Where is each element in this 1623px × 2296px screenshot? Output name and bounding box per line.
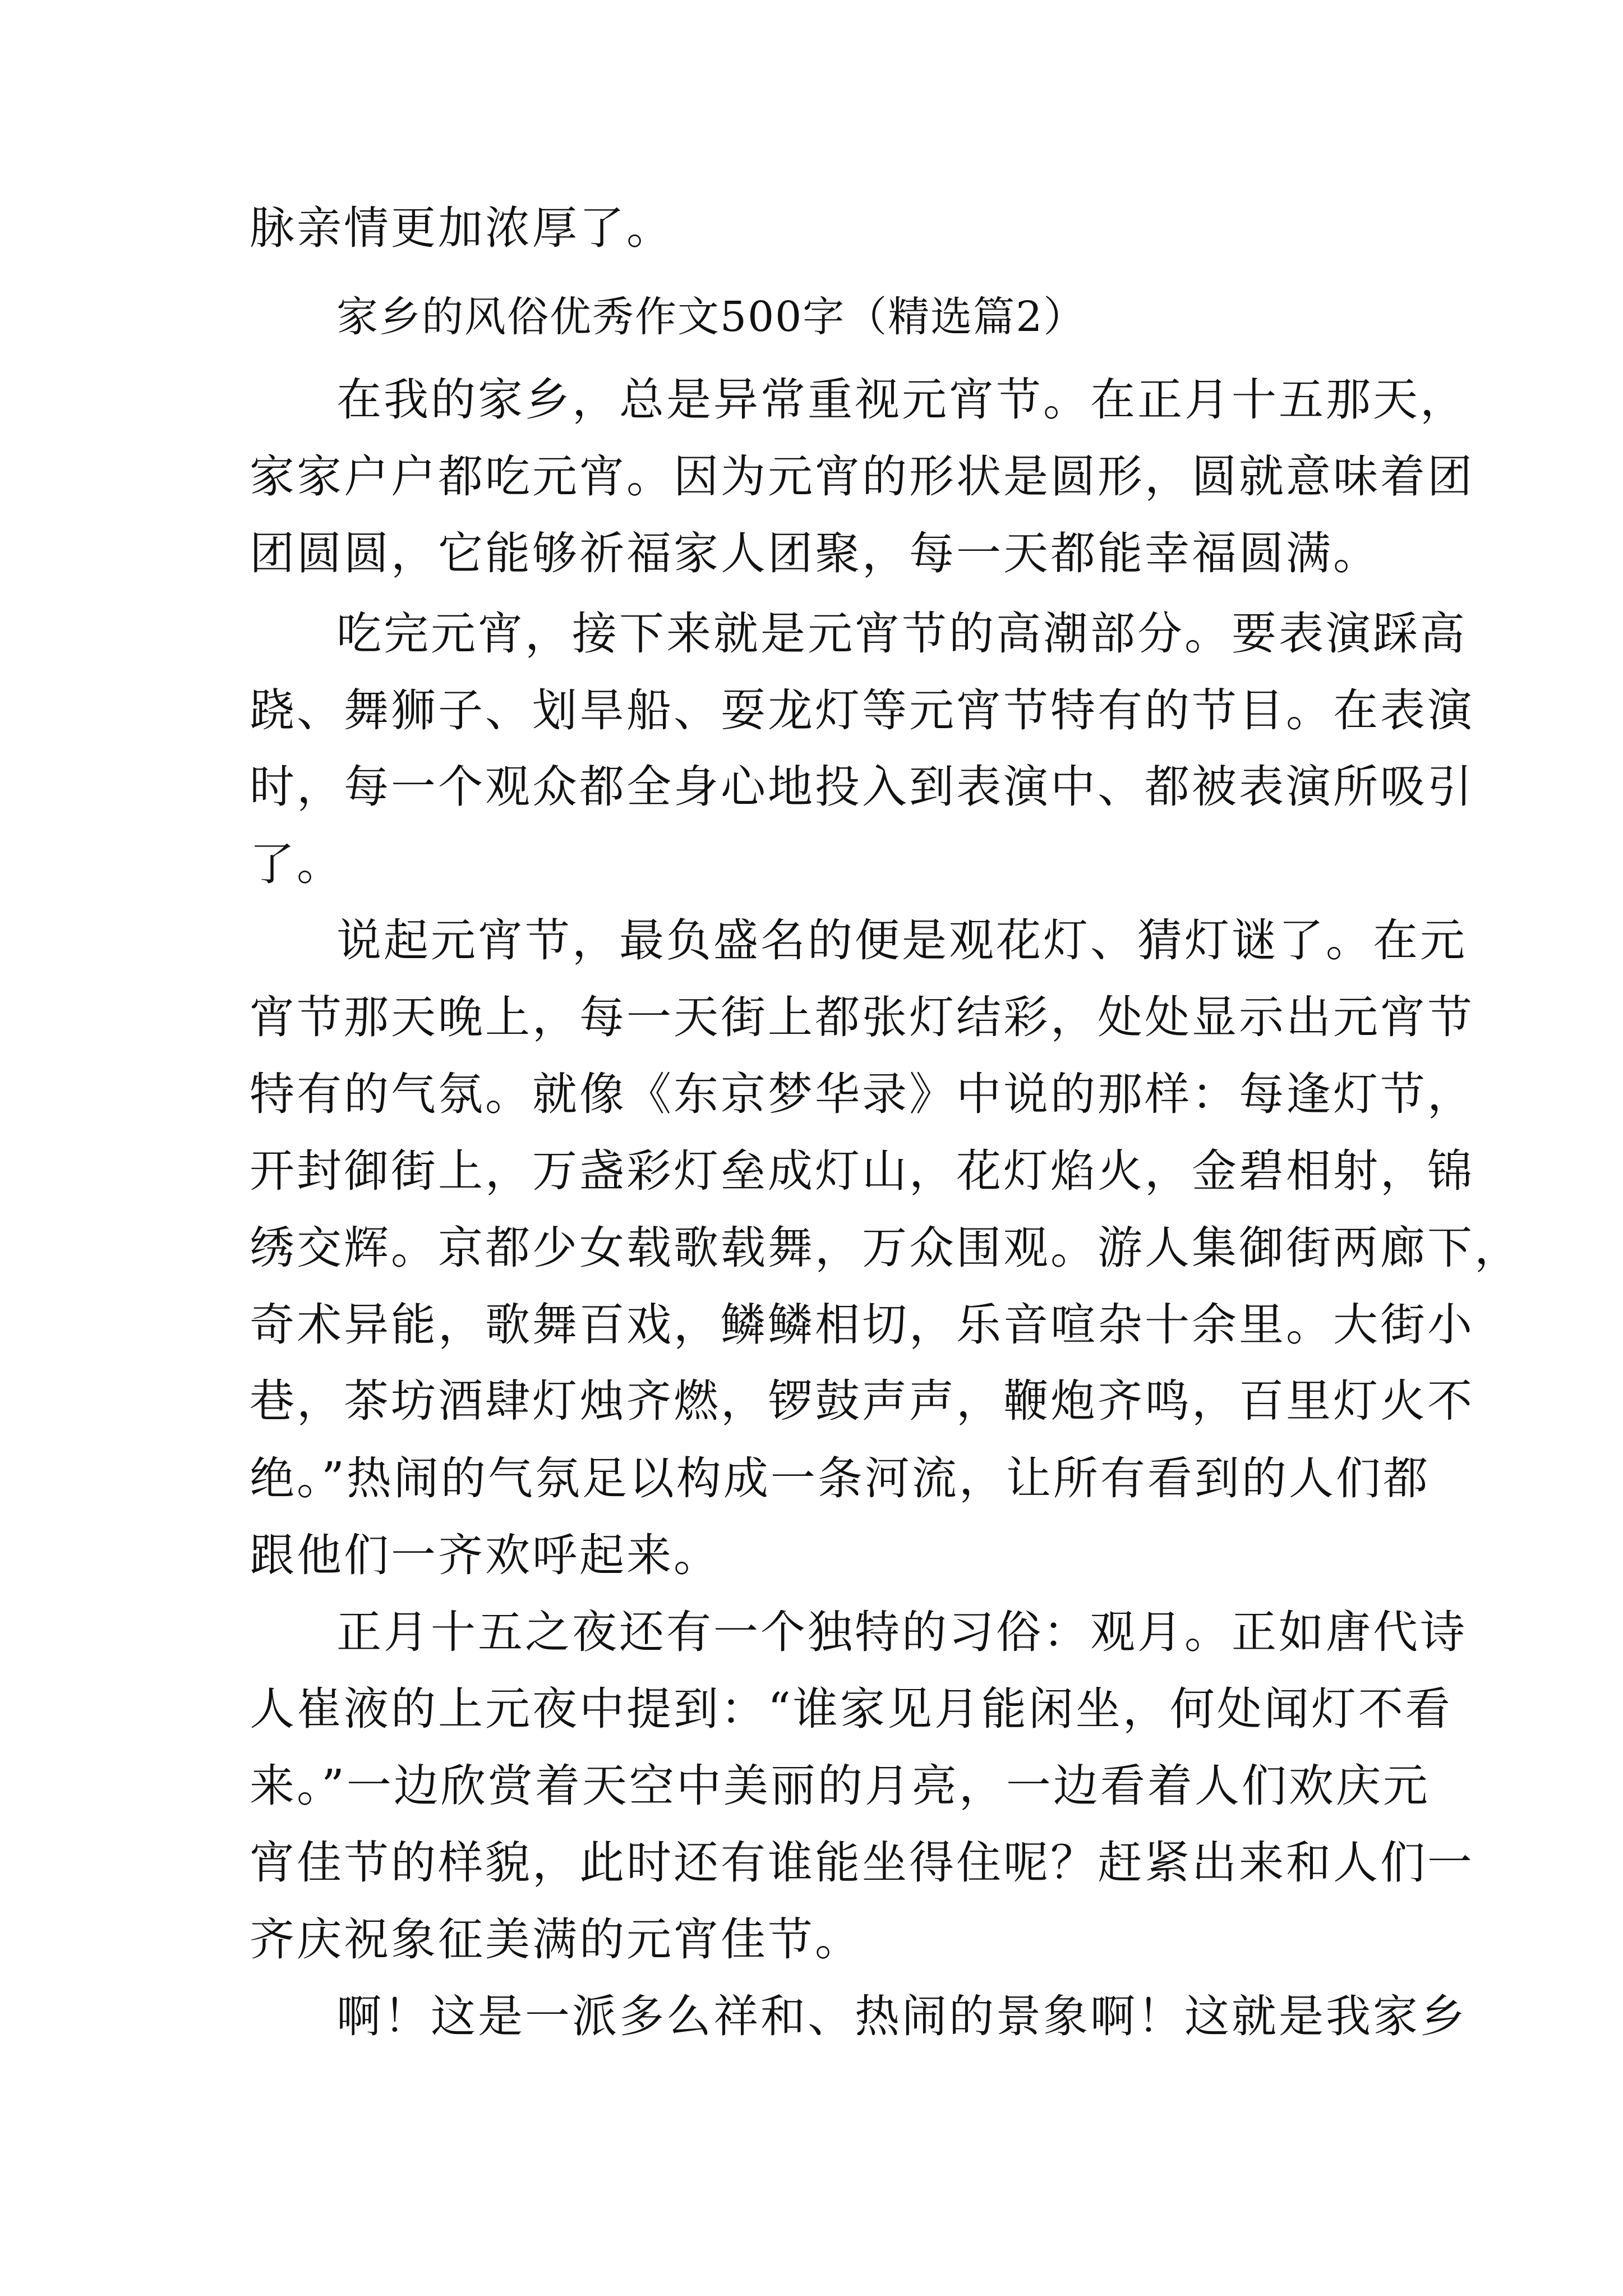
text-line-13: 开封御街上，万盏彩灯垒成灯山，花灯焰火，金碧相射，锦 bbox=[250, 1145, 1474, 1197]
text-line-11: 宵节那天晚上，每一天街上都张灯结彩，处处显示出元宵节 bbox=[250, 991, 1474, 1043]
text-line-16: 巷，茶坊酒肆灯烛齐燃，锣鼓声声，鞭炮齐鸣，百里灯火不 bbox=[250, 1375, 1474, 1427]
text-line-3: 在我的家乡，总是异常重视元宵节。在正月十五那天， bbox=[336, 374, 1467, 426]
text-line-19: 正月十五之夜还有一个独特的习俗：观月。正如唐代诗 bbox=[336, 1606, 1467, 1658]
text-line-24: 啊！这是一派多么祥和、热闹的景象啊！这就是我家乡 bbox=[336, 1990, 1467, 2042]
text-line-23: 齐庆祝象征美满的元宵佳节。 bbox=[250, 1913, 862, 1966]
text-line-8: 时，每一个观众都全身心地投入到表演中、都被表演所吸引 bbox=[250, 761, 1474, 813]
text-line-9: 了。 bbox=[250, 838, 344, 890]
text-line-12: 特有的气氛。就像《东京梦华录》中说的那样：每逢灯节， bbox=[250, 1068, 1474, 1120]
text-line-6: 吃完元宵，接下来就是元宵节的高潮部分。要表演踩高 bbox=[336, 608, 1467, 660]
text-line-15: 奇术异能，歌舞百戏，鳞鳞相切，乐音喧杂十余里。大街小 bbox=[250, 1299, 1474, 1351]
text-line-1: 脉亲情更加浓厚了。 bbox=[250, 202, 674, 254]
text-line-7: 跷、舞狮子、划旱船、耍龙灯等元宵节特有的节目。在表演 bbox=[250, 684, 1474, 737]
text-line-17: 绝。”热闹的气氛足以构成一条河流，让所有看到的人们都 bbox=[250, 1452, 1430, 1504]
text-line-5: 团圆圆，它能够祈福家人团聚，每一天都能幸福圆满。 bbox=[250, 527, 1380, 579]
text-line-20: 人崔液的上元夜中提到：“谁家见月能闲坐，何处闻灯不看 bbox=[250, 1683, 1453, 1735]
text-line-14: 绣交辉。京都少女载歌载舞，万众围观。游人集御街两廊下， bbox=[250, 1222, 1521, 1274]
text-line-22: 宵佳节的样貌，此时还有谁能坐得住呢？赶紧出来和人们一 bbox=[250, 1837, 1474, 1889]
text-line-18: 跟他们一齐欢呼起来。 bbox=[250, 1529, 721, 1581]
text-line-10: 说起元宵节，最负盛名的便是观花灯、猜灯谜了。在元 bbox=[336, 914, 1467, 967]
section-heading: 家乡的风俗优秀作文500字（精选篇2） bbox=[336, 293, 1086, 341]
text-line-21: 来。”一边欣赏着天空中美丽的月亮，一边看着人们欢庆元 bbox=[250, 1760, 1430, 1812]
text-line-4: 家家户户都吃元宵。因为元宵的形状是圆形，圆就意味着团 bbox=[250, 450, 1474, 503]
